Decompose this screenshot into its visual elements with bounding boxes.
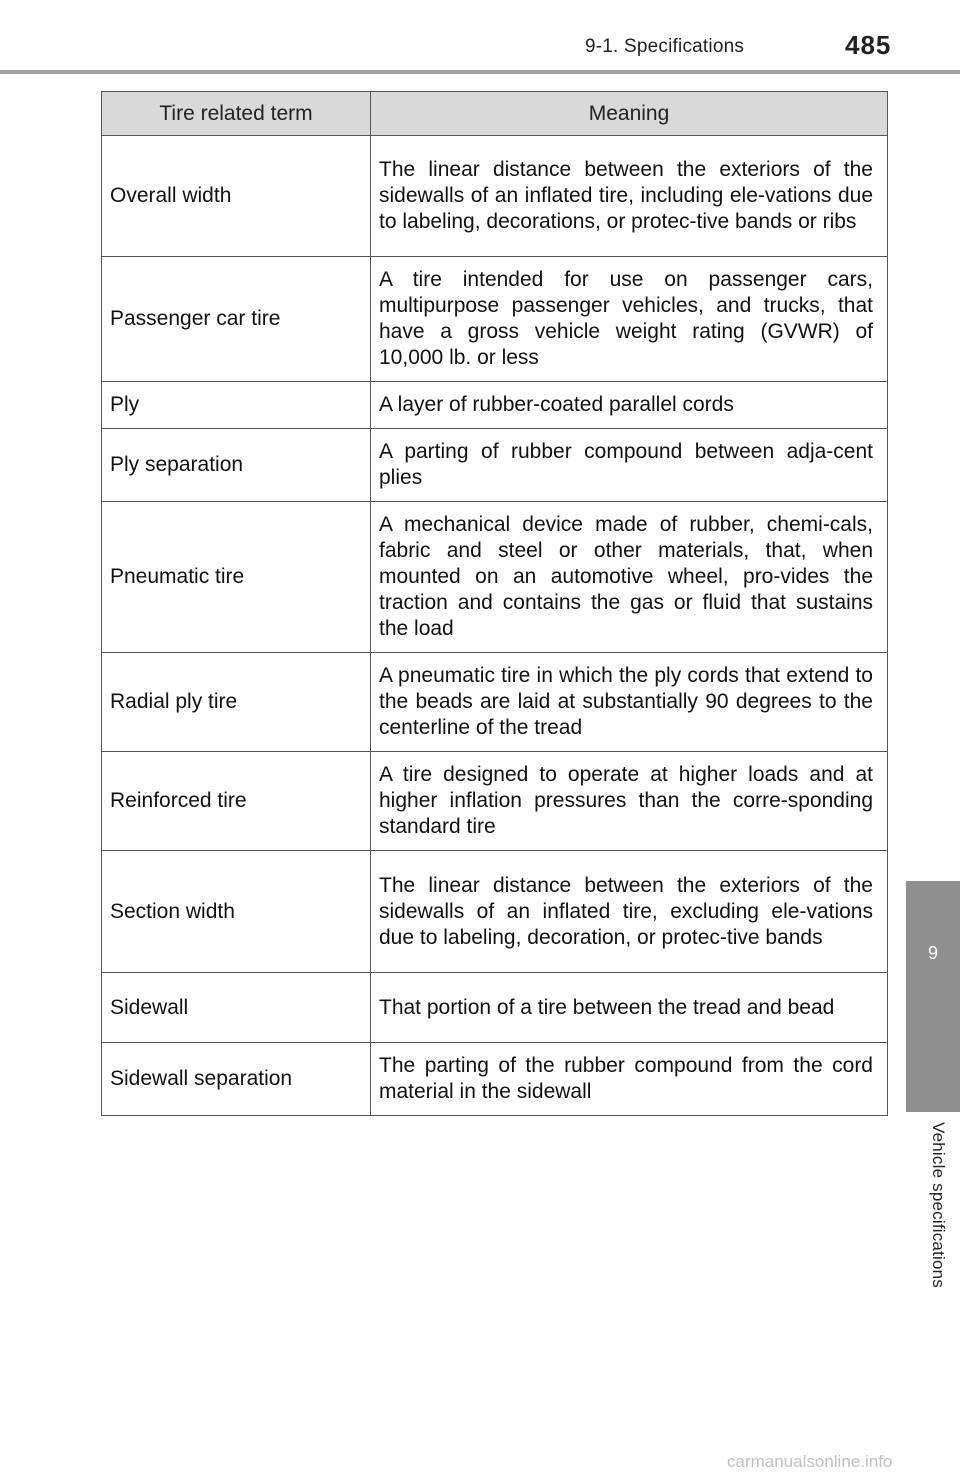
table-row bbox=[102, 257, 888, 382]
table-header-row bbox=[102, 92, 888, 136]
tire-terms-table bbox=[101, 91, 888, 1116]
meaning-cell: A tire intended for use on passenger cars, multipurpose passenger vehicles, and trucks, that have a gross vehicle weight rating (GVWR) of 10,000 lb. or less bbox=[371, 257, 888, 382]
term-cell: Section width bbox=[102, 851, 371, 973]
header-divider bbox=[0, 70, 960, 74]
term-cell: Passenger car tire bbox=[102, 257, 371, 382]
term-cell: Ply bbox=[102, 382, 371, 429]
page-number: 485 bbox=[845, 30, 892, 60]
chapter-tab-label: Vehicle specifications bbox=[929, 1122, 948, 1288]
meaning-cell: The linear distance between the exteriors of the sidewalls of an inflated tire, excluding ele-vations due to labeling, decoration, or protec-tive bands bbox=[371, 851, 888, 973]
table-row bbox=[102, 851, 888, 973]
meaning-cell: A parting of rubber compound between adja-cent plies bbox=[371, 429, 888, 502]
term-cell: Ply separation bbox=[102, 429, 371, 502]
header-term: Tire related term bbox=[102, 92, 371, 136]
meaning-cell: That portion of a tire between the tread and bead bbox=[371, 973, 888, 1043]
meaning-cell: The parting of the rubber compound from the cord material in the sidewall bbox=[371, 1043, 888, 1116]
table-row bbox=[102, 973, 888, 1043]
meaning-cell: The linear distance between the exteriors of the sidewalls of an inflated tire, including ele-vations due to labeling, decorations, or protec-tive bands or ribs bbox=[371, 136, 888, 257]
table-row bbox=[102, 382, 888, 429]
meaning-cell: A layer of rubber-coated parallel cords bbox=[371, 382, 888, 429]
term-cell: Sidewall bbox=[102, 973, 371, 1043]
header-meaning: Meaning bbox=[371, 92, 888, 136]
term-cell: Radial ply tire bbox=[102, 653, 371, 752]
table-row bbox=[102, 502, 888, 653]
table-row bbox=[102, 653, 888, 752]
term-cell: Pneumatic tire bbox=[102, 502, 371, 653]
meaning-cell: A pneumatic tire in which the ply cords that extend to the beads are laid at substantially 90 degrees to the centerline of the tread bbox=[371, 653, 888, 752]
section-title: 9-1. Specifications bbox=[585, 36, 745, 57]
table-row bbox=[102, 752, 888, 851]
site-watermark: carmanualsonline.info bbox=[727, 1452, 893, 1471]
term-cell: Sidewall separation bbox=[102, 1043, 371, 1116]
term-cell: Overall width bbox=[102, 136, 371, 257]
term-cell: Reinforced tire bbox=[102, 752, 371, 851]
table-row bbox=[102, 136, 888, 257]
table-row bbox=[102, 429, 888, 502]
meaning-cell: A mechanical device made of rubber, chemi-cals, fabric and steel or other materials, that, when mounted on an automotive wheel, pro-vides the traction and contains the gas or fluid that sustains the load bbox=[371, 502, 888, 653]
meaning-cell: A tire designed to operate at higher loads and at higher inflation pressures than the corre-sponding standard tire bbox=[371, 752, 888, 851]
table-row bbox=[102, 1043, 888, 1116]
chapter-tab-number: 9 bbox=[927, 943, 938, 963]
chapter-tab[interactable] bbox=[906, 881, 960, 1112]
